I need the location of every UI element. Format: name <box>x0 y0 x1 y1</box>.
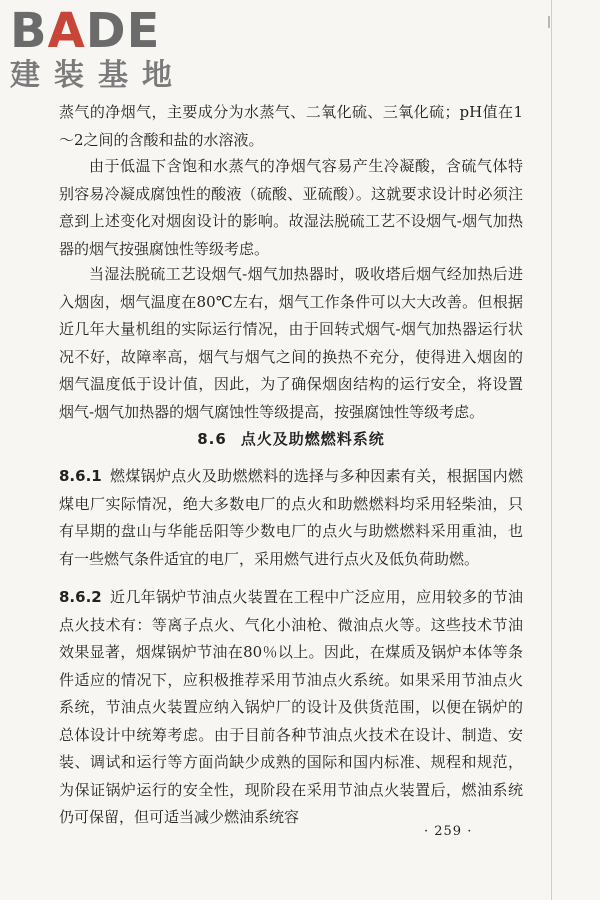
paragraph-condensed-acid: 由于低温下含饱和水蒸气的净烟气容易产生冷凝酸，含硫气体特别容易冷凝成腐蚀性的酸液（硫酸、亚硫酸）。这就要求设计时必须注意到上述变化对烟囱设计的影响。故湿法脱硫工艺不设烟气-烟气加热器的烟气按强腐蚀性等级考虑。 <box>59 157 523 258</box>
clause-number: 8.6.1 <box>59 467 102 485</box>
margin-tick-mark <box>548 16 550 28</box>
logo-letter-b: B <box>10 3 48 59</box>
logo-letters-de: DE <box>85 3 161 59</box>
section-title: 点火及助燃燃料系统 <box>240 430 385 448</box>
clause-8-6-2 <box>59 584 523 832</box>
paragraph-gas-heater: 当湿法脱硫工艺设烟气-烟气加热器时，吸收塔后烟气经加热后进入烟囱，烟气温度在80℃左右，烟气工作条件可以大大改善。但根据近几年大量机组的实际运行情况，由于回转式烟气-烟气加热器运行状况不好，故障率高，烟气与烟气之间的换热不充分，使得进入烟囱的烟气温度低于设计值，因此，为了确保烟囱结构的运行安全，将设置烟气-烟气加热器的烟气腐蚀性等级提高，按强腐蚀性等级考虑。 <box>59 265 523 421</box>
logo-letter-a: A <box>47 3 86 59</box>
bade-logo <box>10 3 186 96</box>
page-number: · 259 · <box>424 824 473 839</box>
logo-wordmark <box>10 3 185 59</box>
clause-text: 燃煤锅炉点火及助燃燃料的选择与多种因素有关，根据国内燃煤电厂实际情况，绝大多数电厂的点火和助燃燃料均采用轻柴油，只有早期的盘山与华能岳阳等少数电厂的点火与助燃燃料采用重油，也有一些燃气条件适宜的电厂，采用燃气进行点火及低负荷助燃。 <box>59 467 523 568</box>
section-heading <box>59 428 523 449</box>
logo-subtitle: 建装基地 <box>10 58 186 93</box>
clause-8-6-1 <box>59 463 523 573</box>
binding-margin-line <box>551 0 552 900</box>
paragraph-continued: 蒸气的净烟气，主要成分为水蒸气、二氧化硫、三氧化硫；pH值在1～2之间的含酸和盐的水溶液。 <box>59 103 523 149</box>
clause-number: 8.6.2 <box>59 588 102 606</box>
section-number: 8.6 <box>197 430 227 448</box>
clause-text: 近几年锅炉节油点火装置在工程中广泛应用，应用较多的节油点火技术有：等离子点火、气化小油枪、微油点火等。这些技术节油效果显著，烟煤锅炉节油在80％以上。因此，在煤质及锅炉本体等条件适应的情况下，应积极推荐采用节油点火系统。如果采用节油点火系统，节油点火装置应纳入锅炉厂的设计及供货范围，以便在锅炉的总体设计中统筹考虑。由于目前各种节油点火技术在设计、制造、安装、调试和运行等方面尚缺少成熟的国际和国内标准、规程和规范，为保证锅炉运行的安全性，现阶段在采用节油点火装置后，燃油系统仍可保留，但可适当减少燃油系统容 <box>59 588 523 826</box>
